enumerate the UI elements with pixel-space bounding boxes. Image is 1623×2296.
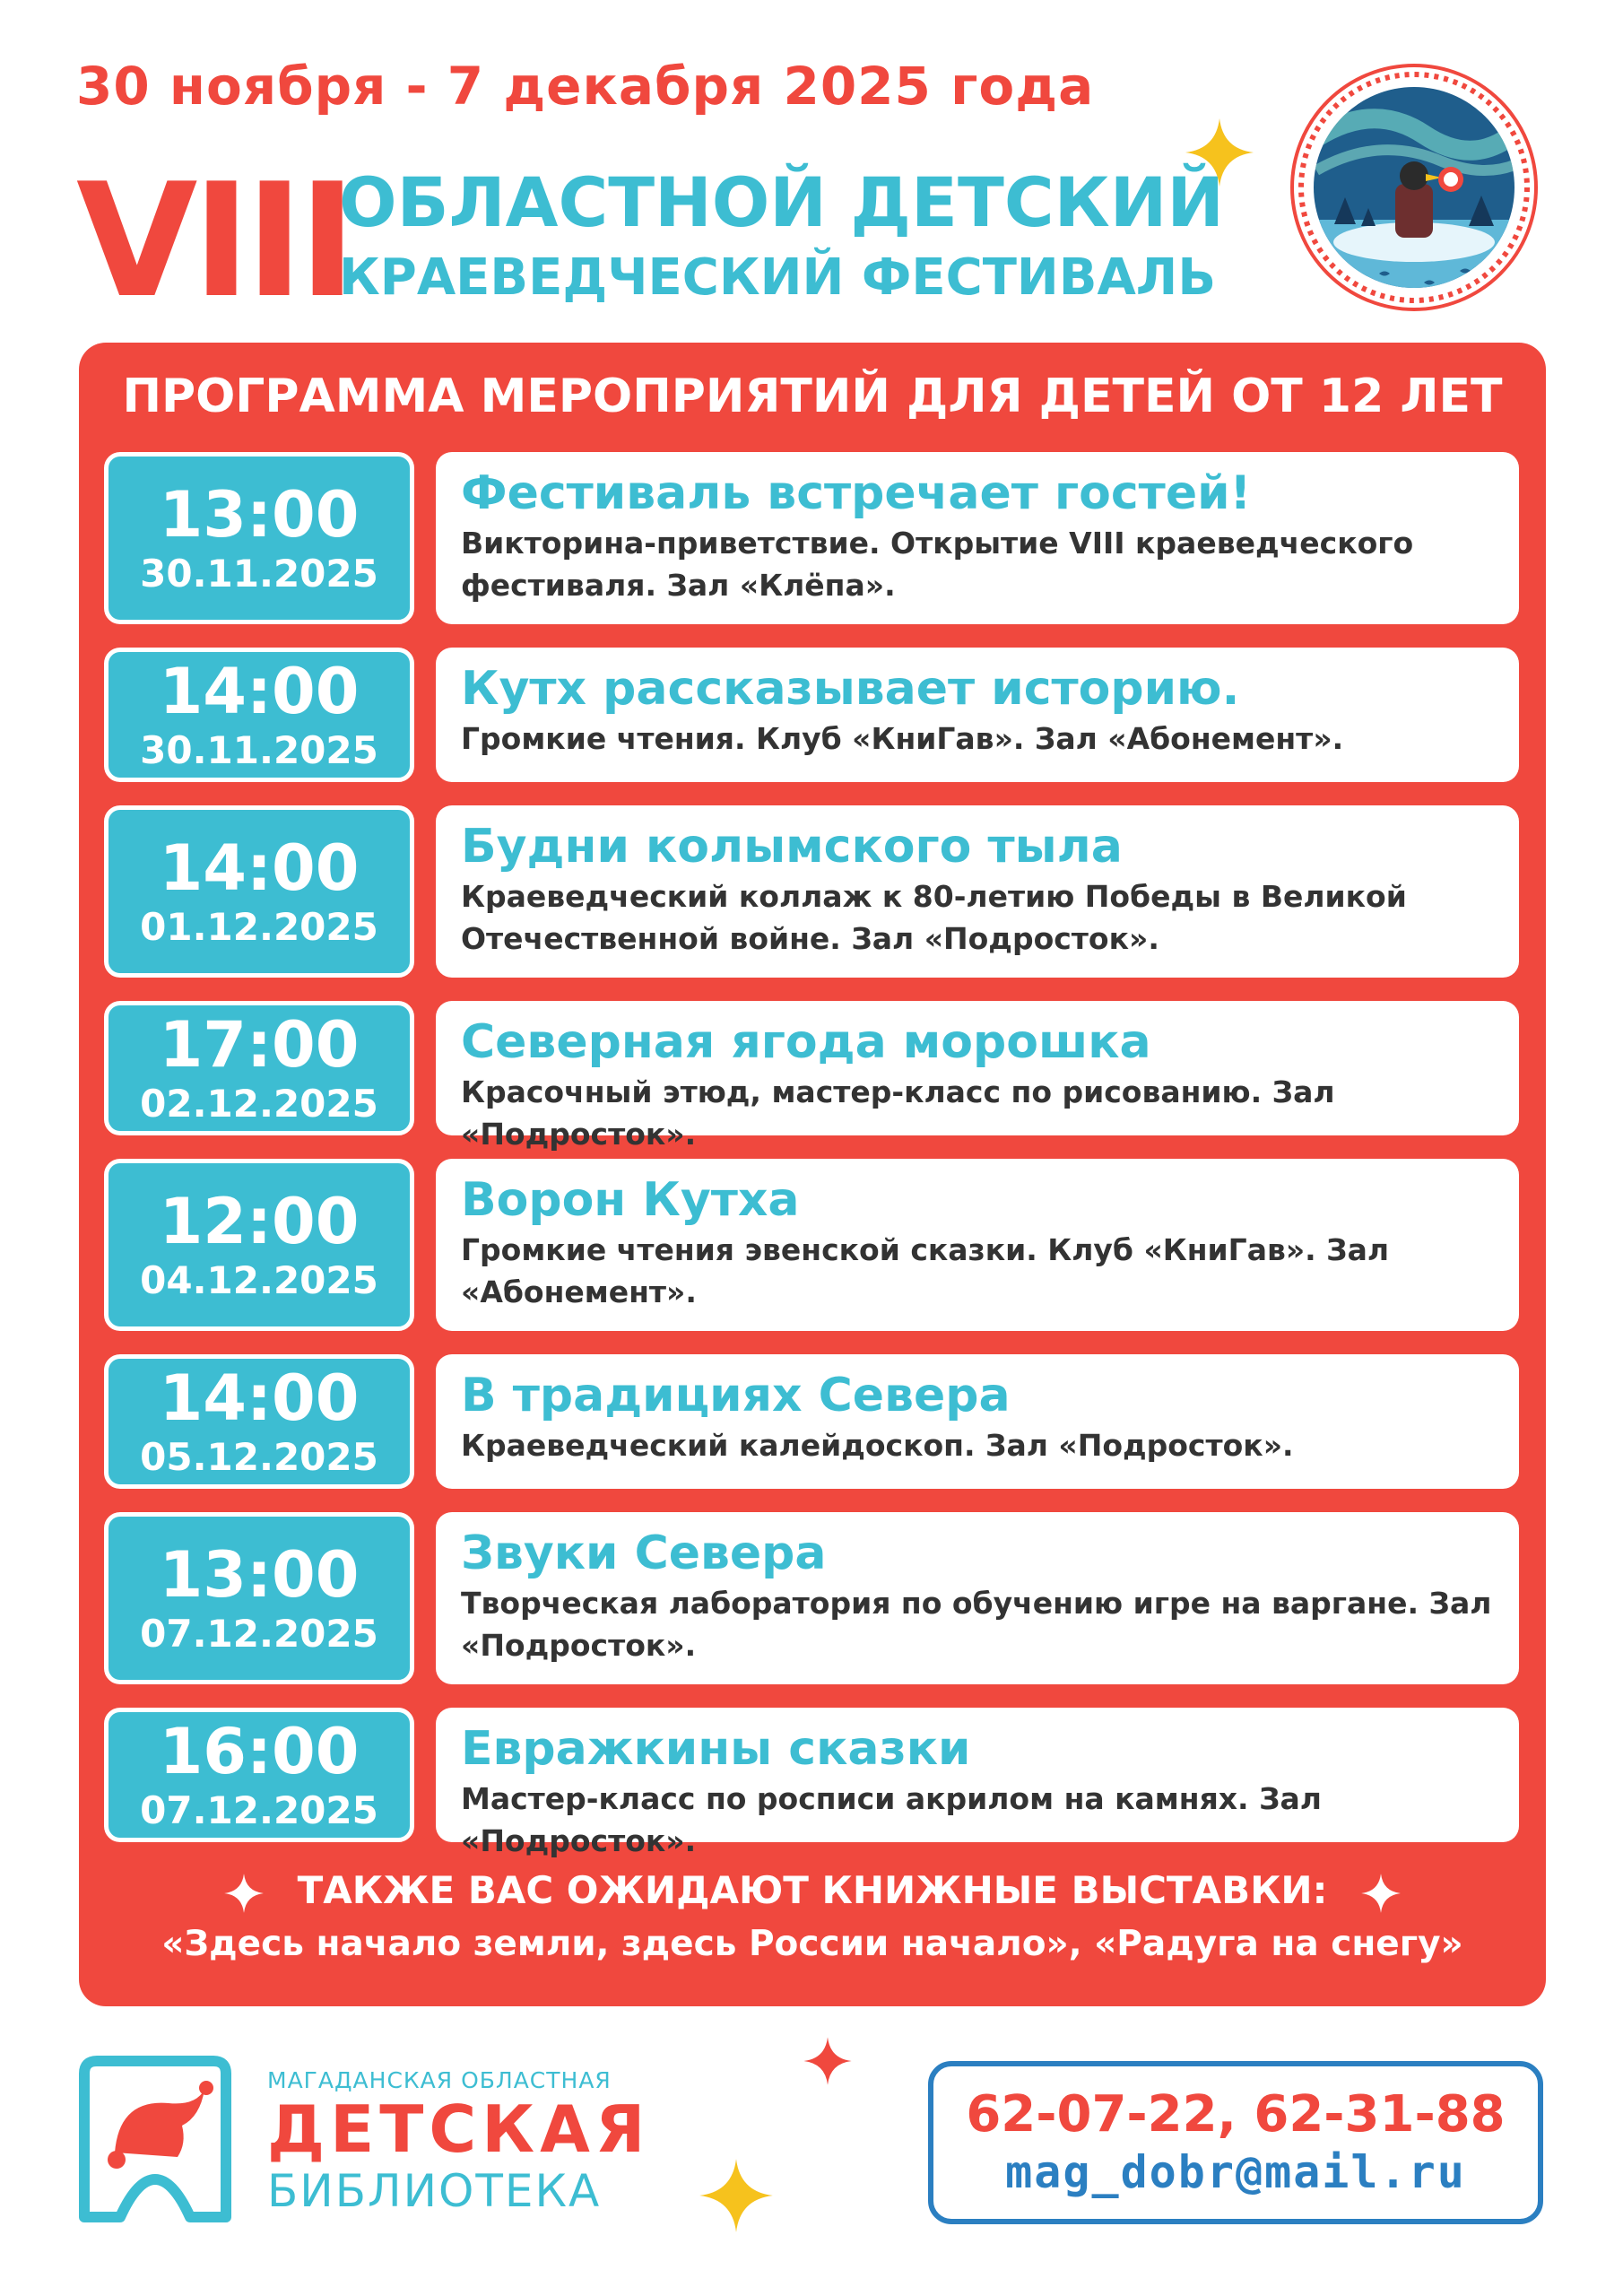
event-date: 05.12.2025 xyxy=(140,1435,378,1479)
event-title: Фестиваль встречает гостей! xyxy=(461,466,1252,520)
sparkle-icon xyxy=(1184,117,1255,188)
event-time-box xyxy=(104,452,414,624)
event-time: 13:00 xyxy=(159,478,360,552)
event-row xyxy=(104,648,1519,782)
festival-dates: 30 ноября - 7 декабря 2025 года xyxy=(76,56,1095,117)
contact-box xyxy=(928,2061,1543,2224)
event-time-box xyxy=(104,805,414,978)
event-info-box xyxy=(436,805,1519,978)
sparkle-icon xyxy=(803,2036,853,2086)
library-name xyxy=(267,2067,650,2217)
event-row xyxy=(104,1708,1519,1858)
event-info-box xyxy=(436,1001,1519,1152)
event-description: Мастер-класс по росписи акрилом на камнях. Зал «Подросток». xyxy=(461,1781,1322,1858)
event-description: Краеведческий калейдоскоп. Зал «Подросток». xyxy=(461,1428,1294,1463)
exhibitions-heading: ТАКЖЕ ВАС ОЖИДАЮТ КНИЖНЫЕ ВЫСТАВКИ: xyxy=(297,1868,1328,1912)
event-row xyxy=(104,1159,1519,1331)
event-date: 07.12.2025 xyxy=(140,1788,378,1832)
event-description: Краеведческий коллаж к 80-летию Победы в Великой Отечественной войне. Зал «Подросток». xyxy=(461,879,1407,956)
program-panel xyxy=(79,343,1546,2006)
event-description: Творческая лаборатория по обучению игре на варгане. Зал «Подросток». xyxy=(461,1586,1492,1663)
event-description: Красочный этюд, мастер-класс по рисованию. Зал «Подросток». xyxy=(461,1074,1335,1152)
event-info-box xyxy=(436,452,1519,624)
event-info-box xyxy=(436,1708,1519,1858)
festival-emblem-icon xyxy=(1289,63,1539,312)
event-date: 30.11.2025 xyxy=(140,552,378,596)
program-title: ПРОГРАММА МЕРОПРИЯТИЙ ДЛЯ ДЕТЕЙ ОТ 12 ЛЕТ xyxy=(122,370,1503,423)
sparkle-icon xyxy=(223,1873,265,1914)
festival-title-line2: КРАЕВЕДЧЕСКИЙ ФЕСТИВАЛЬ xyxy=(339,248,1217,307)
event-title: Кутх рассказывает историю. xyxy=(461,662,1240,716)
event-time: 16:00 xyxy=(159,1715,360,1788)
event-title: Будни колымского тыла xyxy=(461,820,1123,874)
sparkle-icon xyxy=(698,2157,775,2234)
event-title: Ворон Кутха xyxy=(461,1173,800,1227)
event-title: Евражкины сказки xyxy=(461,1722,971,1776)
event-time: 17:00 xyxy=(159,1008,360,1082)
event-time-box xyxy=(104,1354,414,1489)
event-time-box xyxy=(104,1708,414,1842)
event-time: 13:00 xyxy=(159,1538,360,1612)
event-date: 02.12.2025 xyxy=(140,1082,378,1126)
event-description: Громкие чтения. Клуб «КниГав». Зал «Абонемент». xyxy=(461,721,1344,756)
event-info-box xyxy=(436,1159,1519,1331)
event-title: Северная ягода морошка xyxy=(461,1015,1151,1069)
book-exhibitions xyxy=(79,1863,1546,1970)
library-logo-icon xyxy=(79,2054,231,2226)
event-time: 14:00 xyxy=(159,1361,360,1435)
event-time-box xyxy=(104,1001,414,1135)
festival-title-line1: ОБЛАСТНОЙ ДЕТСКИЙ xyxy=(339,162,1224,242)
event-date: 30.11.2025 xyxy=(140,728,378,772)
event-info-box xyxy=(436,1354,1519,1489)
exhibitions-list: «Здесь начало земли, здесь России начало», «Радуга на снегу» xyxy=(161,1924,1463,1964)
event-date: 07.12.2025 xyxy=(140,1612,378,1656)
library-name-line3: БИБЛИОТЕКА xyxy=(267,2165,602,2217)
sparkle-icon xyxy=(1360,1873,1402,1914)
event-title: В традициях Севера xyxy=(461,1369,1011,1422)
event-time-box xyxy=(104,1159,414,1331)
library-name-line1: МАГАДАНСКАЯ ОБЛАСТНАЯ xyxy=(267,2067,612,2093)
event-info-box xyxy=(436,648,1519,782)
event-date: 04.12.2025 xyxy=(140,1258,378,1302)
phone-numbers: 62-07-22, 62-31-88 xyxy=(966,2085,1506,2144)
event-time: 12:00 xyxy=(159,1185,360,1258)
event-time-box xyxy=(104,1512,414,1684)
festival-title xyxy=(339,161,1224,312)
event-row xyxy=(104,452,1519,624)
event-info-box xyxy=(436,1512,1519,1684)
event-description: Викторина-приветствие. Открытие VIII краеведческого фестиваля. Зал «Клёпа». xyxy=(461,526,1414,603)
event-row xyxy=(104,1512,1519,1684)
event-time: 14:00 xyxy=(159,831,360,905)
roman-number: VIII xyxy=(76,151,352,333)
event-date: 01.12.2025 xyxy=(140,905,378,949)
library-name-line2: ДЕТСКАЯ xyxy=(267,2092,651,2167)
email-address[interactable]: mag_dobr@mail.ru xyxy=(1005,2146,1466,2198)
event-row xyxy=(104,1001,1519,1152)
event-row xyxy=(104,805,1519,978)
event-title: Звуки Севера xyxy=(461,1526,827,1580)
event-description: Громкие чтения эвенской сказки. Клуб «КниГав». Зал «Абонемент». xyxy=(461,1232,1390,1309)
event-time-box xyxy=(104,648,414,782)
event-row xyxy=(104,1354,1519,1489)
event-time: 14:00 xyxy=(159,655,360,728)
